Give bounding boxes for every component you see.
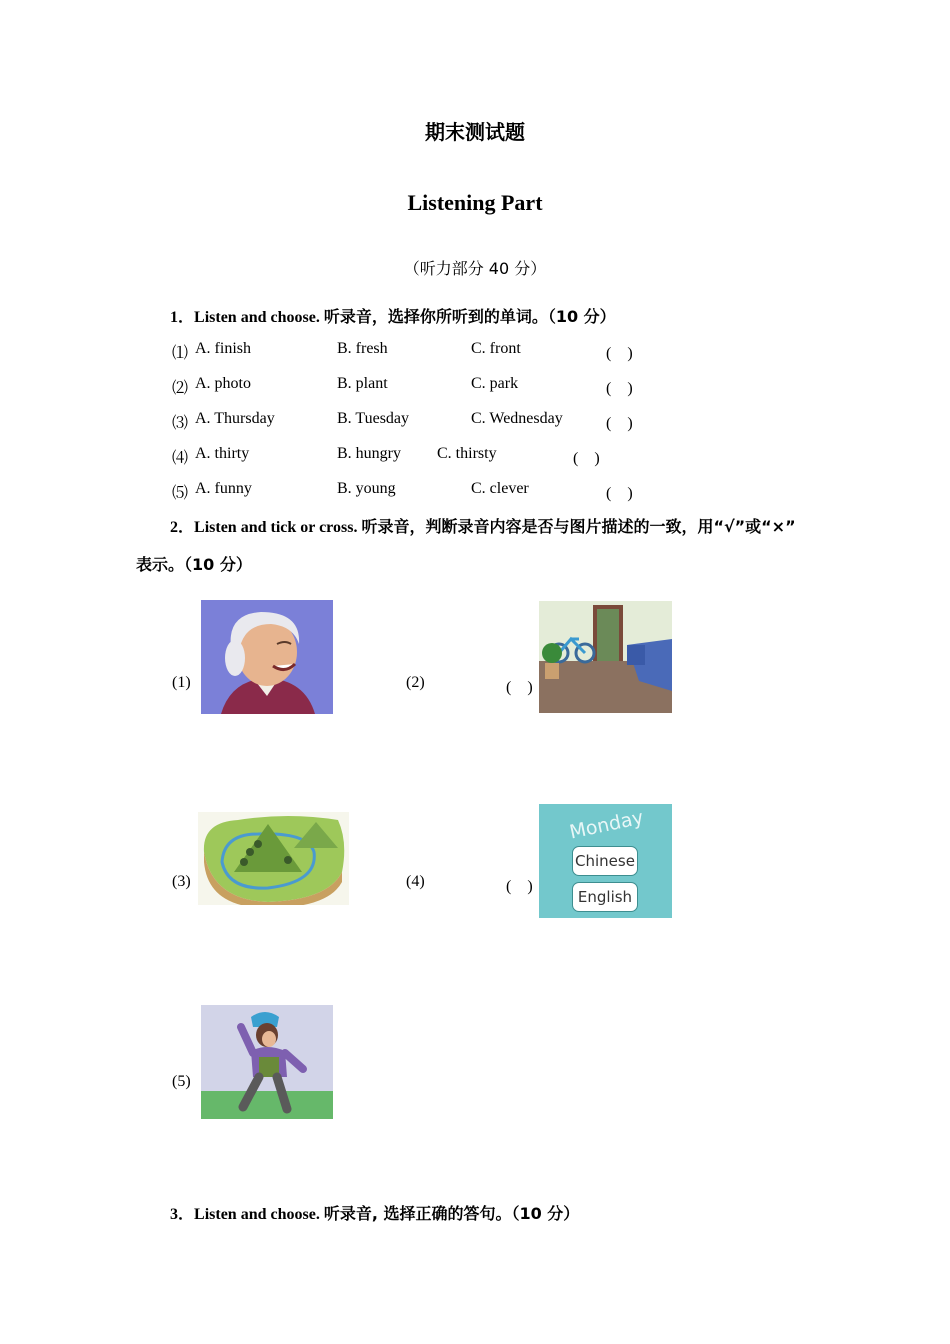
item-5-answer-blank[interactable]: ( ) bbox=[606, 485, 633, 502]
question-chinese-end: 表示。 bbox=[136, 555, 185, 574]
question-chinese: 听录音，选择你所听到的单词。 bbox=[323, 307, 548, 326]
page-title: 期末测试题 bbox=[425, 120, 525, 144]
item-1-option-a: A. finish bbox=[195, 340, 251, 357]
section-note: （听力部分 40 分） bbox=[403, 259, 547, 278]
item-2-number: ⑵ bbox=[172, 380, 189, 397]
item-1-answer-blank[interactable]: ( ) bbox=[606, 345, 633, 362]
picture-3-label: (3) bbox=[172, 873, 191, 890]
section-subtitle: Listening Part bbox=[407, 190, 543, 215]
item-2-option-b: B. plant bbox=[337, 375, 388, 392]
picture-4-answer-blank[interactable]: ( ) bbox=[506, 878, 533, 895]
item-3-option-b: B. Tuesday bbox=[337, 410, 410, 427]
item-2-option-c: C. park bbox=[471, 375, 519, 392]
question-score: （10 分） bbox=[547, 307, 616, 326]
boy-picture bbox=[201, 1005, 333, 1119]
question-1-heading bbox=[170, 304, 616, 327]
picture-1-label: (1) bbox=[172, 674, 191, 691]
item-5-option-a: A. funny bbox=[195, 480, 252, 497]
timetable-day: Monday bbox=[567, 806, 646, 844]
picture-5-label: (5) bbox=[172, 1073, 191, 1090]
question-english: Listen and choose. bbox=[194, 309, 320, 326]
item-1-number: ⑴ bbox=[172, 345, 189, 362]
question-2-heading-continued bbox=[136, 552, 252, 575]
grandpa-picture bbox=[201, 600, 333, 714]
question-english: Listen and choose. bbox=[194, 1206, 320, 1223]
question-number: 1． bbox=[170, 309, 195, 326]
question-score: （10 分） bbox=[184, 555, 252, 574]
item-5-option-b: B. young bbox=[337, 480, 396, 497]
question-number: 2． bbox=[170, 519, 195, 536]
item-3-answer-blank[interactable]: ( ) bbox=[606, 415, 633, 432]
picture-2-label: (2) bbox=[406, 674, 425, 691]
question-3-heading bbox=[170, 1201, 579, 1224]
item-2-option-a: A. photo bbox=[195, 375, 251, 392]
item-4-option-c: C. thirsty bbox=[437, 445, 497, 462]
item-1-option-c: C. front bbox=[471, 340, 521, 357]
question-score: （10 分） bbox=[511, 1204, 580, 1223]
question-number: 3． bbox=[170, 1206, 195, 1223]
question-chinese: 听录音, 选择正确的答句。 bbox=[323, 1204, 512, 1223]
item-4-option-b: B. hungry bbox=[337, 445, 401, 462]
item-3-option-c: C. Wednesday bbox=[471, 410, 563, 427]
item-3-option-a: A. Thursday bbox=[195, 410, 275, 427]
item-2-answer-blank[interactable]: ( ) bbox=[606, 380, 633, 397]
timetable-card bbox=[539, 804, 672, 918]
item-4-answer-blank[interactable]: ( ) bbox=[573, 450, 600, 467]
question-2-heading bbox=[170, 514, 796, 537]
question-chinese: 听录音，判断录音内容是否与图片描述的一致，用“√”或“×” bbox=[361, 517, 796, 536]
mountain-picture bbox=[198, 812, 349, 905]
item-4-number: ⑷ bbox=[172, 450, 189, 467]
picture-2-answer-blank[interactable]: ( ) bbox=[506, 679, 533, 696]
timetable-subject-chinese: Chinese bbox=[572, 846, 638, 876]
item-1-option-b: B. fresh bbox=[337, 340, 388, 357]
item-4-option-a: A. thirty bbox=[195, 445, 250, 462]
question-english: Listen and tick or cross. bbox=[194, 519, 358, 536]
item-5-option-c: C. clever bbox=[471, 480, 529, 497]
item-3-number: ⑶ bbox=[172, 415, 189, 432]
item-5-number: ⑸ bbox=[172, 485, 189, 502]
picture-4-label: (4) bbox=[406, 873, 425, 890]
room-picture bbox=[539, 601, 672, 713]
timetable-subject-english: English bbox=[572, 882, 638, 912]
